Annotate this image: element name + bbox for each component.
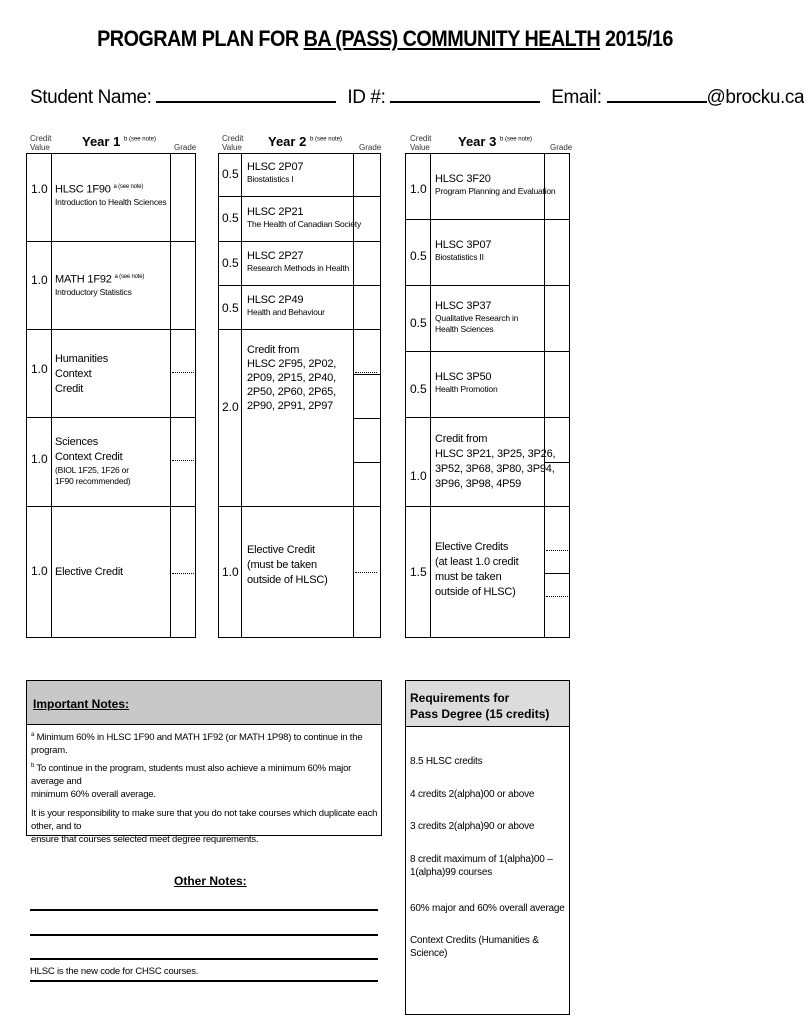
- course-math-1f92: MATH 1F92 $^{a (see note)}$ Introductory Statistics: [55, 273, 145, 297]
- credit-value: 1.5: [410, 565, 427, 579]
- email-label: Email:: [551, 87, 602, 108]
- year2-grade-header: Grade: [359, 143, 382, 152]
- student-name-field[interactable]: [156, 84, 336, 103]
- title-year: 2015/16: [600, 26, 673, 51]
- requirements-box: [405, 680, 570, 1015]
- table-row: [27, 329, 195, 417]
- important-notes-title: Important Notes:: [33, 697, 129, 711]
- elective-credit-outside: Elective Credit (must be taken outside of HLSC): [247, 544, 328, 586]
- course-hlsc-3p50: HLSC 3P50 Health Promotion: [435, 371, 498, 394]
- other-notes-line[interactable]: [30, 980, 378, 982]
- requirement-item: 60% major and 60% overall average: [410, 903, 565, 914]
- course-hlsc-2p21: HLSC 2P21 The Health of Canadian Society: [247, 206, 362, 229]
- credit-value: 1.0: [222, 565, 239, 579]
- credit-value: 1.0: [410, 182, 427, 196]
- id-label: ID #:: [347, 87, 386, 108]
- credit-value: 0.5: [222, 167, 239, 181]
- grade-field[interactable]: [172, 573, 194, 574]
- note-a: $^a$ Minimum 60% in HLSC 1F90 and MATH 1F92 (or MATH 1P98) to continue in the program.: [31, 732, 363, 757]
- course-hlsc-1f90: HLSC 1F90 $^{a (see note)}$ Introduction to Health Sciences: [55, 183, 167, 207]
- humanities-context-credit: Humanities Context Credit: [55, 353, 109, 395]
- course-hlsc-2p07: HLSC 2P07 Biostatistics I: [247, 161, 304, 184]
- course-hlsc-2p27: HLSC 2P27 Research Methods in Health: [247, 250, 350, 273]
- credit-value: 0.5: [222, 301, 239, 315]
- credit-value: 1.0: [31, 362, 48, 376]
- other-notes-line[interactable]: [30, 958, 378, 960]
- title-prefix: PROGRAM PLAN FOR: [97, 26, 304, 51]
- course-hlsc-3p07: HLSC 3P07 Biostatistics II: [435, 239, 492, 262]
- requirement-item: Context Credits (Humanities & Science): [410, 935, 539, 959]
- hlsc-code-note: HLSC is the new code for CHSC courses.: [30, 966, 199, 977]
- title-program: BA (PASS) COMMUNITY HEALTH: [303, 26, 601, 51]
- year1-grade-header: Grade: [174, 143, 197, 152]
- credit-value: 0.5: [410, 382, 427, 396]
- course-hlsc-3f20: HLSC 3F20 Program Planning and Evaluation: [435, 173, 556, 196]
- page-title: [39, 26, 732, 52]
- grade-field[interactable]: [355, 572, 377, 573]
- credit-value: 1.0: [410, 469, 427, 483]
- credit-value: 1.0: [31, 564, 48, 578]
- credit-from-3000-level: Credit from HLSC 3P21, 3P25, 3P26, 3P52, 3P68, 3P80, 3P94, 3P96, 3P98, 4P59: [435, 433, 556, 490]
- requirement-item: 8 credit maximum of 1(alpha)00 – 1(alpha)99 courses: [410, 854, 553, 878]
- credit-value: 0.5: [222, 211, 239, 225]
- year3-title: Year 3 $^{b (see note)}$: [458, 134, 532, 149]
- student-name-label: Student Name:: [30, 87, 152, 108]
- credit-from-2000-level: Credit from HLSC 2F95, 2P02, 2P09, 2P15, 2P40, 2P50, 2P60, 2P65, 2P90, 2P91, 2P97: [247, 344, 337, 412]
- important-notes-box: [26, 680, 382, 845]
- credit-value: 1.0: [31, 452, 48, 466]
- requirement-item: 4 credits 2(alpha)00 or above: [410, 789, 535, 800]
- year2-title: Year 2 $^{b (see note)}$: [268, 134, 342, 149]
- year2-table: [218, 153, 381, 638]
- other-notes-line[interactable]: [30, 934, 378, 936]
- elective-credit: Elective Credit: [55, 566, 123, 578]
- credit-value: 2.0: [222, 400, 239, 414]
- course-hlsc-2p49: HLSC 2P49 Health and Behaviour: [247, 294, 325, 317]
- year3-grade-header: Grade: [550, 143, 573, 152]
- email-field[interactable]: [607, 84, 707, 103]
- other-notes-line[interactable]: [30, 909, 378, 911]
- grade-field[interactable]: [355, 372, 377, 373]
- grade-field[interactable]: [546, 596, 568, 597]
- credit-value: 1.0: [31, 273, 48, 287]
- credit-value: 1.0: [31, 182, 48, 196]
- requirement-item: 3 credits 2(alpha)90 or above: [410, 821, 535, 832]
- course-hlsc-3p37: HLSC 3P37 Qualitative Research in Health Sciences: [435, 300, 519, 334]
- other-notes-title: Other Notes:: [174, 874, 247, 888]
- requirements-title: Requirements for Pass Degree (15 credits): [410, 691, 550, 721]
- elective-credits-outside: Elective Credits (at least 1.0 credit must be taken outside of HLSC): [435, 541, 519, 598]
- student-info-line: [30, 84, 804, 109]
- grade-field[interactable]: [172, 372, 194, 373]
- credit-value: 0.5: [410, 316, 427, 330]
- year1-title: Year 1 $^{b (see note)}$: [82, 134, 156, 149]
- year3-table: [405, 153, 570, 638]
- sciences-context-credit: Sciences Context Credit (BIOL 1F25, 1F26 or 1F90 recommended): [55, 436, 131, 486]
- id-field[interactable]: [390, 84, 540, 103]
- year3-credit-header: Credit Value: [410, 134, 432, 152]
- note-responsibility: It is your responsibility to make sure that you do not take courses which duplicate each other, and to ensure that courses selected meet degree requirements.: [31, 808, 378, 845]
- credit-value: 0.5: [410, 249, 427, 263]
- requirement-item: 8.5 HLSC credits: [410, 756, 483, 767]
- year2-credit-header: Credit Value: [222, 134, 244, 152]
- year1-credit-header: Credit Value: [30, 134, 52, 152]
- grade-field[interactable]: [546, 550, 568, 551]
- year1-table: [26, 153, 196, 638]
- note-b: $^b$ To continue in the program, students must also achieve a minimum 60% major average and minimum 60% overall average.: [31, 763, 352, 801]
- email-domain: @brocku.ca: [706, 87, 804, 108]
- credit-value: 0.5: [222, 256, 239, 270]
- grade-field[interactable]: [172, 460, 194, 461]
